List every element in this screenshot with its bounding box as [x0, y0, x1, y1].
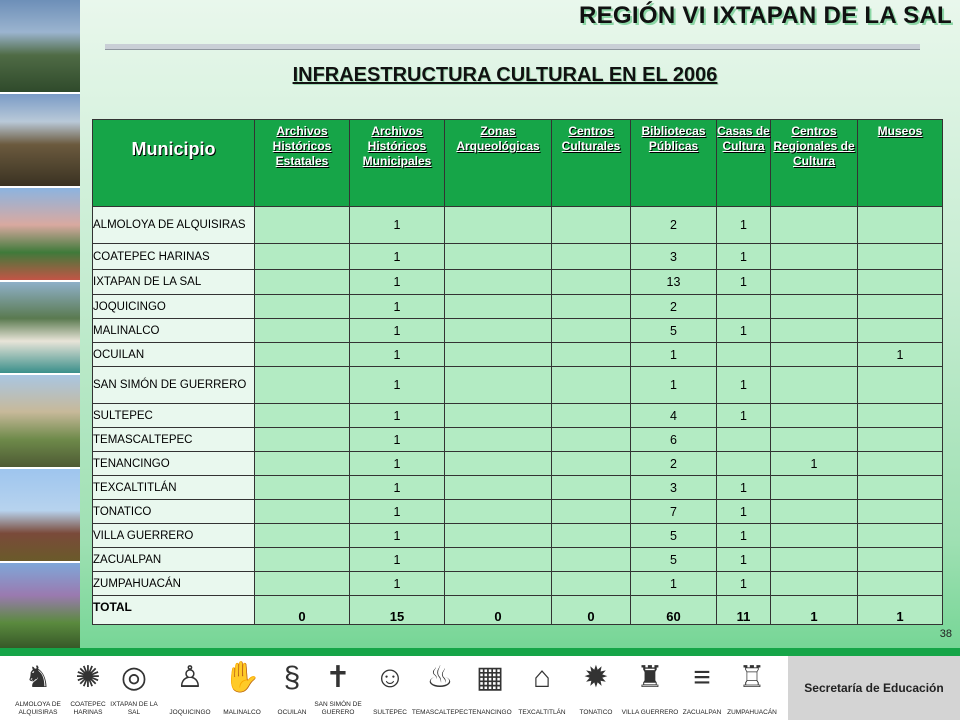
value-cell: [771, 270, 858, 295]
value-cell: [255, 404, 350, 428]
value-cell: [552, 548, 631, 572]
column-header: Casas de Cultura: [717, 120, 771, 207]
round-seal-icon: ✺: [75, 661, 101, 694]
value-cell: 1: [350, 319, 445, 343]
value-cell: 1: [350, 524, 445, 548]
value-cell: 1: [350, 500, 445, 524]
value-cell: [858, 476, 943, 500]
municipality-logos: [0, 656, 788, 720]
value-cell: [858, 500, 943, 524]
municipality-logo: [620, 656, 680, 720]
municipality-logo-label: ZUMPAHUACÁN: [727, 708, 777, 716]
value-cell: [552, 319, 631, 343]
landscape-photo: [0, 282, 80, 376]
value-cell: [717, 452, 771, 476]
municipality-logo-label: TENANCINGO: [468, 708, 512, 716]
value-cell: [717, 295, 771, 319]
value-cell: [771, 476, 858, 500]
value-cell: [445, 476, 552, 500]
value-cell: [771, 572, 858, 596]
value-cell: [255, 270, 350, 295]
house-icon: ⌂: [532, 661, 552, 694]
value-cell: 4: [631, 404, 717, 428]
table-row: [93, 244, 943, 270]
value-cell: [771, 500, 858, 524]
value-cell: [445, 452, 552, 476]
municipio-cell: SULTEPEC: [93, 404, 255, 428]
value-cell: [255, 548, 350, 572]
value-cell: [552, 244, 631, 270]
table-row: [93, 572, 943, 596]
value-cell: [255, 572, 350, 596]
municipality-logo-label: MALINALCO: [223, 708, 261, 716]
value-cell: 0: [445, 596, 552, 625]
value-cell: [858, 428, 943, 452]
value-cell: [771, 367, 858, 404]
value-cell: [255, 428, 350, 452]
region-title: REGIÓN VI IXTAPAN DE LA SAL: [578, 2, 952, 29]
value-cell: 1: [858, 596, 943, 625]
value-cell: 3: [631, 476, 717, 500]
municipality-logo-label: JOQUICINGO: [169, 708, 211, 716]
value-cell: 1: [717, 572, 771, 596]
value-cell: [771, 343, 858, 367]
value-cell: 1: [771, 452, 858, 476]
value-cell: 1: [631, 367, 717, 404]
table-header-row: [93, 120, 943, 207]
municipality-logo: [160, 656, 220, 720]
secretaria-label: Secretaría de Educación: [788, 656, 960, 720]
table-row: [93, 404, 943, 428]
value-cell: [771, 428, 858, 452]
value-cell: [552, 270, 631, 295]
temple-icon: ♖: [738, 661, 766, 694]
value-cell: 1: [350, 343, 445, 367]
value-cell: 1: [717, 207, 771, 244]
table-row: [93, 500, 943, 524]
value-cell: 5: [631, 319, 717, 343]
value-cell: 1: [350, 244, 445, 270]
table-row: [93, 343, 943, 367]
value-cell: [771, 207, 858, 244]
value-cell: 0: [552, 596, 631, 625]
municipality-logo: [460, 656, 520, 720]
column-header: Archivos Históricos Municipales: [350, 120, 445, 207]
value-cell: [445, 244, 552, 270]
landscape-photo: [0, 469, 80, 563]
value-cell: [445, 343, 552, 367]
value-cell: 1: [717, 548, 771, 572]
value-cell: [255, 343, 350, 367]
hand-icon: ✋: [223, 661, 261, 694]
municipio-cell: TEMASCALTEPEC: [93, 428, 255, 452]
municipality-logo-label: TEXCALTITLÁN: [518, 708, 566, 716]
value-cell: 5: [631, 548, 717, 572]
table-row: [93, 524, 943, 548]
pyramid-icon: ≡: [693, 661, 711, 694]
value-cell: [255, 207, 350, 244]
value-cell: 3: [631, 244, 717, 270]
value-cell: 2: [631, 207, 717, 244]
value-cell: 6: [631, 428, 717, 452]
wall-icon: ▦: [475, 661, 505, 694]
value-cell: 1: [717, 319, 771, 343]
municipality-logo-label: OCUILAN: [277, 708, 307, 716]
value-cell: 5: [631, 524, 717, 548]
value-cell: 1: [350, 295, 445, 319]
municipality-logo: [308, 656, 368, 720]
table-row: [93, 367, 943, 404]
value-cell: [858, 452, 943, 476]
value-cell: [445, 207, 552, 244]
value-cell: 1: [858, 343, 943, 367]
footer-bar: [0, 648, 960, 656]
municipality-logo-label: TEMASCALTEPEC: [411, 708, 469, 716]
value-cell: [255, 524, 350, 548]
value-cell: [445, 367, 552, 404]
value-cell: [552, 295, 631, 319]
municipio-cell: VILLA GUERRERO: [93, 524, 255, 548]
municipio-cell: OCUILAN: [93, 343, 255, 367]
municipio-cell: TONATICO: [93, 500, 255, 524]
value-cell: [858, 244, 943, 270]
value-cell: [552, 500, 631, 524]
value-cell: 1: [350, 452, 445, 476]
value-cell: [771, 244, 858, 270]
value-cell: [445, 428, 552, 452]
landscape-photo: [0, 563, 80, 655]
footer: [0, 656, 960, 720]
landscape-photo: [0, 94, 80, 188]
value-cell: [552, 524, 631, 548]
table-row: [93, 452, 943, 476]
value-cell: 2: [631, 295, 717, 319]
spiral-icon: ◎: [120, 661, 148, 694]
value-cell: [552, 207, 631, 244]
value-cell: 1: [631, 343, 717, 367]
value-cell: 1: [350, 367, 445, 404]
value-cell: [255, 452, 350, 476]
value-cell: 11: [717, 596, 771, 625]
value-cell: 1: [717, 404, 771, 428]
value-cell: 1: [350, 428, 445, 452]
value-cell: [771, 295, 858, 319]
value-cell: 1: [717, 500, 771, 524]
value-cell: 15: [350, 596, 445, 625]
value-cell: [552, 343, 631, 367]
table-row: [93, 319, 943, 343]
value-cell: [445, 295, 552, 319]
value-cell: [552, 452, 631, 476]
municipio-cell: JOQUICINGO: [93, 295, 255, 319]
value-cell: [858, 572, 943, 596]
table-row: [93, 476, 943, 500]
value-cell: [771, 548, 858, 572]
rabbit-icon: ♞: [24, 661, 52, 694]
value-cell: [255, 295, 350, 319]
value-cell: 1: [717, 367, 771, 404]
value-cell: 2: [631, 452, 717, 476]
value-cell: 13: [631, 270, 717, 295]
value-cell: 1: [717, 270, 771, 295]
value-cell: [717, 343, 771, 367]
municipio-cell: ALMOLOYA DE ALQUISIRAS: [93, 207, 255, 244]
value-cell: [552, 428, 631, 452]
municipio-cell: TEXCALTITLÁN: [93, 476, 255, 500]
value-cell: [858, 367, 943, 404]
table-row: [93, 548, 943, 572]
column-header: Museos: [858, 120, 943, 207]
municipality-logo: [104, 656, 164, 720]
municipality-logo: [512, 656, 572, 720]
value-cell: [445, 572, 552, 596]
bird-icon: ♜: [636, 661, 664, 694]
value-cell: [858, 270, 943, 295]
value-cell: [255, 244, 350, 270]
column-header: Bibliotecas Públicas: [631, 120, 717, 207]
face-icon: ☺: [374, 661, 406, 694]
table-row: [93, 207, 943, 244]
value-cell: 1: [350, 404, 445, 428]
value-cell: [255, 476, 350, 500]
value-cell: 1: [717, 244, 771, 270]
value-cell: 1: [350, 548, 445, 572]
municipality-logo-label: TONATICO: [579, 708, 613, 716]
value-cell: [445, 500, 552, 524]
value-cell: 0: [255, 596, 350, 625]
page-number: 38: [939, 628, 952, 640]
figure-icon: ♙: [176, 661, 204, 694]
landscape-photo: [0, 188, 80, 282]
column-header: Centros Culturales: [552, 120, 631, 207]
value-cell: [771, 319, 858, 343]
municipality-logo-label: ZACUALPAN: [682, 708, 722, 716]
value-cell: [445, 270, 552, 295]
infrastructure-table: [92, 119, 943, 625]
value-cell: 1: [631, 572, 717, 596]
photo-strip: [0, 0, 80, 655]
value-cell: 1: [771, 596, 858, 625]
page-title: INFRAESTRUCTURA CULTURAL EN EL 2006: [292, 64, 718, 86]
table-row: [93, 295, 943, 319]
value-cell: [445, 404, 552, 428]
municipio-cell: IXTAPAN DE LA SAL: [93, 270, 255, 295]
value-cell: 1: [350, 572, 445, 596]
title-rule: [105, 44, 920, 50]
table-row: [93, 428, 943, 452]
value-cell: 1: [350, 270, 445, 295]
value-cell: 1: [350, 207, 445, 244]
municipio-cell: COATEPEC HARINAS: [93, 244, 255, 270]
municipality-logo: [566, 656, 626, 720]
total-row: [93, 596, 943, 625]
worm-icon: §: [283, 661, 301, 694]
value-cell: 1: [717, 476, 771, 500]
landscape-photo: [0, 375, 80, 469]
value-cell: [552, 476, 631, 500]
steam-icon: ♨: [426, 661, 454, 694]
municipio-cell: TENANCINGO: [93, 452, 255, 476]
municipio-cell: SAN SIMÓN DE GUERRERO: [93, 367, 255, 404]
column-header: Zonas Arqueológicas: [445, 120, 552, 207]
municipality-logo-label: COATEPEC HARINAS: [70, 701, 106, 716]
municipio-cell: ZUMPAHUACÁN: [93, 572, 255, 596]
value-cell: [858, 548, 943, 572]
municipality-logo-label: SAN SIMÓN DE GUERERO: [314, 701, 362, 716]
value-cell: 1: [717, 524, 771, 548]
table-row: [93, 270, 943, 295]
column-header: Municipio: [93, 120, 255, 207]
value-cell: [858, 207, 943, 244]
value-cell: [255, 319, 350, 343]
sun-seal-icon: ✹: [583, 661, 609, 694]
value-cell: [771, 524, 858, 548]
column-header: Archivos Históricos Estatales: [255, 120, 350, 207]
municipio-cell: MALINALCO: [93, 319, 255, 343]
value-cell: [717, 428, 771, 452]
municipality-logo-label: ALMOLOYA DE ALQUISIRAS: [15, 701, 61, 716]
value-cell: [858, 524, 943, 548]
value-cell: [445, 319, 552, 343]
cross-icon: ✝: [325, 661, 351, 694]
value-cell: [552, 367, 631, 404]
value-cell: [255, 367, 350, 404]
value-cell: 7: [631, 500, 717, 524]
municipality-logo-label: IXTAPAN DE LA SAL: [110, 701, 158, 716]
value-cell: [552, 572, 631, 596]
value-cell: [445, 524, 552, 548]
value-cell: [858, 319, 943, 343]
municipality-logo-label: VILLA GUERRERO: [621, 708, 679, 716]
municipio-cell: ZACUALPAN: [93, 548, 255, 572]
column-header: Centros Regionales de Cultura: [771, 120, 858, 207]
value-cell: [771, 404, 858, 428]
value-cell: [858, 295, 943, 319]
value-cell: [858, 404, 943, 428]
value-cell: 60: [631, 596, 717, 625]
municipality-logo: [722, 656, 782, 720]
value-cell: [255, 500, 350, 524]
municipality-logo-label: SULTEPEC: [373, 708, 407, 716]
value-cell: [445, 548, 552, 572]
municipio-cell: TOTAL: [93, 596, 255, 625]
value-cell: 1: [350, 476, 445, 500]
value-cell: [552, 404, 631, 428]
